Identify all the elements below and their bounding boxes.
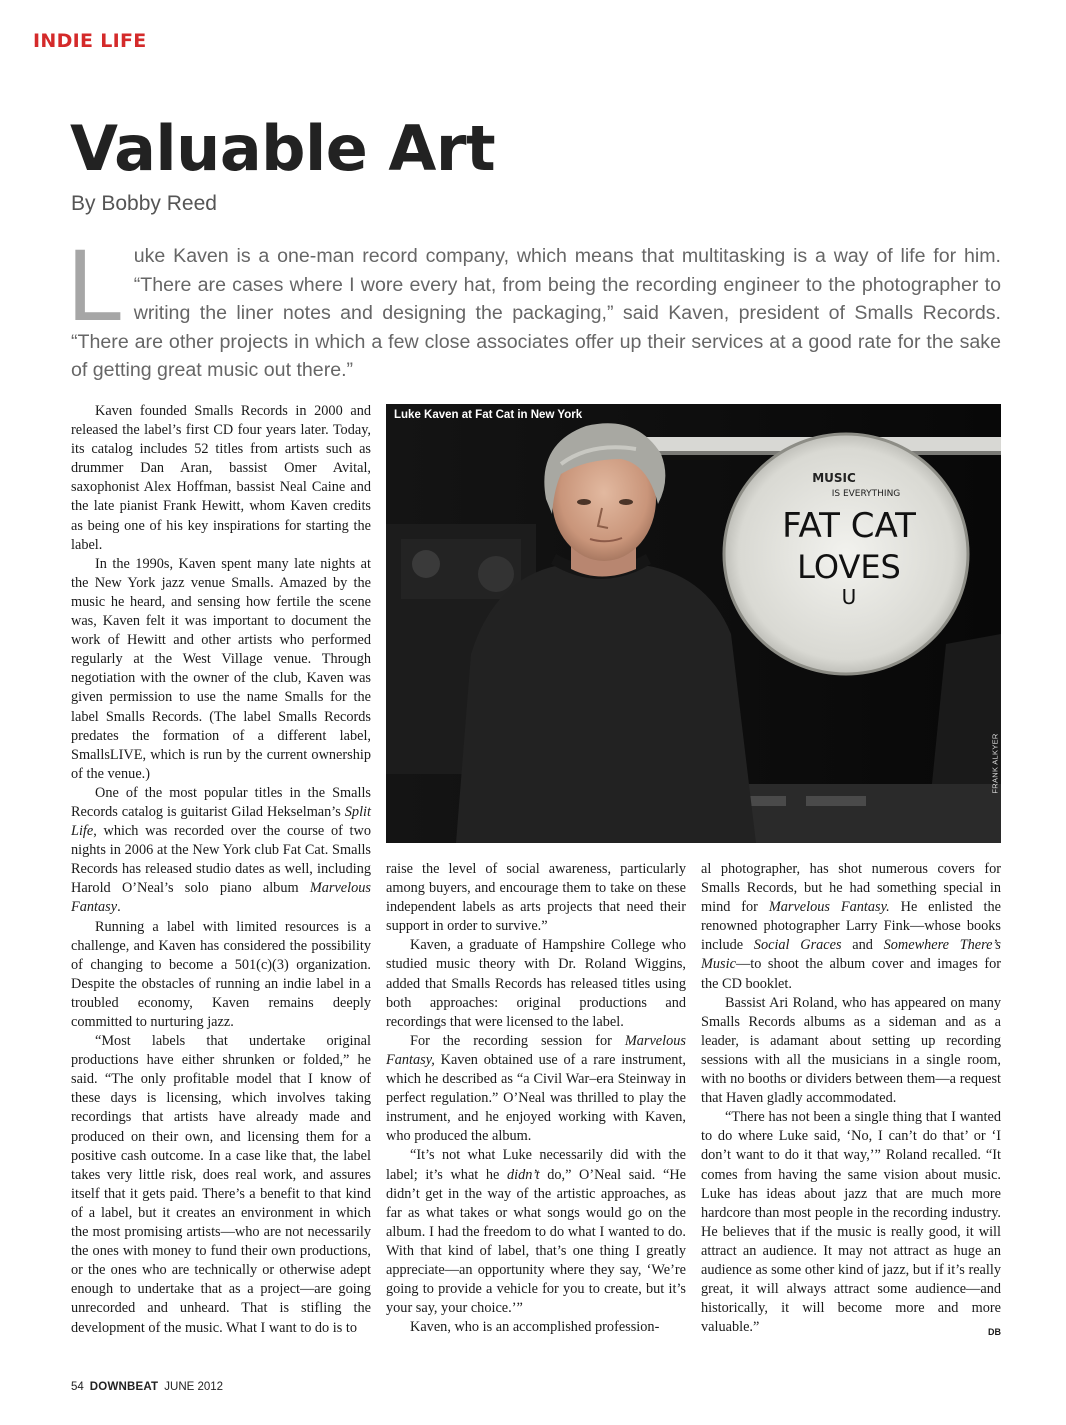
paragraph: One of the most popular titles in the Smalls Records catalog is guitarist Gilad Hekselman’s Split Life, which was recorded over the course of two nights in 2006 at the New York club Fat Cat. Smalls Records has released studio dates as well, including Harold O’Neal’s solo piano album Marvelous Fantasy.: [71, 784, 371, 916]
album-title: Marvelous Fantasy,: [386, 1032, 686, 1068]
paragraph: al photographer, has shot numerous covers for Smalls Records, but he had something special in mind for Marvelous Fantasy. He enlisted the renowned photographer Larry Fink—whose books include Social Graces and Somewhere There’s Music—to shoot the album cover and images for the CD booklet.: [701, 861, 1001, 992]
page-footer: [71, 1381, 223, 1393]
drop-cap: L: [67, 228, 124, 342]
headline: Valuable Art: [70, 112, 496, 185]
page-number: 54: [71, 1381, 84, 1393]
end-mark: DB: [988, 1327, 1001, 1338]
mixing-desk: [716, 784, 1001, 843]
paragraph: “It’s not what Luke necessarily did with the label; it’s what he didn’t do,” O’Neal said. “He didn’t get in the way of the artistic approaches, as far as what takes or what songs would go on the album. I had the freedom to do what I wanted to do. With that kind of label, that’s one thing I greatly appreciate—an opportunity where they say, ‘We’re going to provide a vehicle for you to create, but it’s your say, your choice.’”: [386, 1147, 686, 1317]
section-tag: INDIE LIFE: [33, 30, 147, 52]
column-3: [701, 860, 1001, 1342]
photo: [386, 404, 1001, 843]
drum-text-sub: IS EVERYTHING: [831, 489, 901, 499]
book-title: Somewhere There’s Music: [701, 937, 1001, 973]
photo-illustration: [386, 404, 1001, 843]
person-sweater: [456, 564, 756, 843]
column-1: [71, 402, 371, 1338]
paragraph: “Most labels that undertake original productions have either shrunken or folded,” he said. “The only profitable model that I know of these days is licensing, which involves taking recordings that artists have already made and produced on their own, and licensing them for a positive cash outcome. In a case like that, the label takes very little risk, does real work, and assures itself that it gets paid. There’s a benefit to that kind of a label, but it creates an environment in which the most promising artists—who are not necessarily the ones with money to fund their own productions, or the ones who are technically or otherwise adept enough to undertake that as a project—are going unrecorded and unheard. That is stifling the development of the music. What I want to do is to: [71, 1033, 371, 1336]
drum-text-line1: FAT CAT: [782, 506, 916, 546]
album-title: Split Life: [71, 803, 371, 840]
magazine-name: DOWNBEAT: [89, 1381, 159, 1393]
paragraph: Bassist Ari Roland, who has appeared on many Smalls Records albums as a sideman and as a leader, is adamant about setting up recording sessions with all the musicians in a single room, with no booths or dividers between them—a request that Haven gladly accommodated.: [701, 994, 1001, 1107]
paragraph: Kaven founded Smalls Records in 2000 and released the label’s first CD four years later. Today, its catalog includes 52 titles from artists such as drummer Dan Aran, bassist Omer Avital, saxophonist Alex Hoffman, bassist Neal Caine and the late pianist Frank Hewitt, whom Kaven credits as being one of his key inspirations for starting the label.: [71, 403, 371, 553]
drum-text-line3: U: [841, 585, 857, 609]
album-title: Marvelous Fantasy.: [768, 899, 890, 916]
paragraph: raise the level of social awareness, particularly among buyers, and encourage them to take on these independent labels as arts projects that need their support in order to survive.”: [386, 861, 686, 935]
photo-caption: Luke Kaven at Fat Cat in New York: [394, 409, 583, 421]
paragraph: For the recording session for Marvelous Fantasy, Kaven obtained use of a rare instrument, which he described as “a Civil War–era Steinway in perfect regulation.” O’Neal was thrilled to play the instrument, and he enjoyed working with Kaven, who produced the album.: [386, 1032, 686, 1145]
album-title: Marvelous Fantasy: [71, 880, 371, 916]
paragraph: “There has not been a single thing that I wanted to do where Luke said, ‘No, I can’t do that’ or ‘I don’t want to do it that way,’” Roland recalled. “It comes from having the same vision about music. Luke has ideas about jazz that are much more hardcore than most people in the recording industry. He believes that if the music is really good, it will attract an audience. It may not attract as huge an audience as some other kind of jazz, but if it’s really great, it will always attract some audience—and historically, it will become more and more valuable.” DB: [701, 1108, 1001, 1337]
paragraph: Running a label with limited resources is a challenge, and Kaven has considered the possibility of changing to become a 501(c)(3) organization. Despite the obstacles of running an indie label in a troubled economy, Kaven remains deeply committed to nurturing jazz.: [71, 918, 371, 1030]
intro-text: uke Kaven is a one-man record company, which means that multitasking is a way of life for him. “There are cases where I wore every hat, from being the recording engineer to the photographer to writing the liner notes and designing the packaging,” said Kaven, president of Smalls Records. “There are other projects in which a few close associates offer up their services at a good rate for the sake of getting great music out there.”: [71, 245, 1001, 381]
book-title: Social Graces: [753, 937, 842, 954]
issue-date: JUNE 2012: [164, 1381, 224, 1393]
intro-paragraph: [67, 228, 1001, 385]
paragraph: Kaven, a graduate of Hampshire College who studied music theory with Dr. Roland Wiggins, added that Smalls Records has released titles using both approaches: original productions and recordings that were licensed to the label.: [386, 937, 686, 1030]
drum-text-line2: LOVES: [797, 548, 901, 586]
column-2: [386, 860, 686, 1337]
emphasis: didn’t: [507, 1166, 540, 1183]
paragraph: Kaven, who is an accomplished profession-: [410, 1319, 660, 1336]
photo-credit: FRANK ALKYER: [990, 733, 1000, 794]
byline: By Bobby Reed: [71, 192, 217, 215]
paragraph: In the 1990s, Kaven spent many late nights at the New York jazz venue Smalls. Amazed by the music he heard, and sensing how fertile the scene was, Kaven felt it was important to document the work of Hewitt and other artists who performed regularly at the West Village venue. Through negotiation with the owner of the club, Kaven was given permission to use the name Smalls for the label Smalls Records. (The label Smalls Records predates the formation of a different label, SmallsLIVE, which is run by the current ownership of the venue.): [71, 555, 371, 782]
drum-text-top: MUSIC: [812, 471, 856, 485]
